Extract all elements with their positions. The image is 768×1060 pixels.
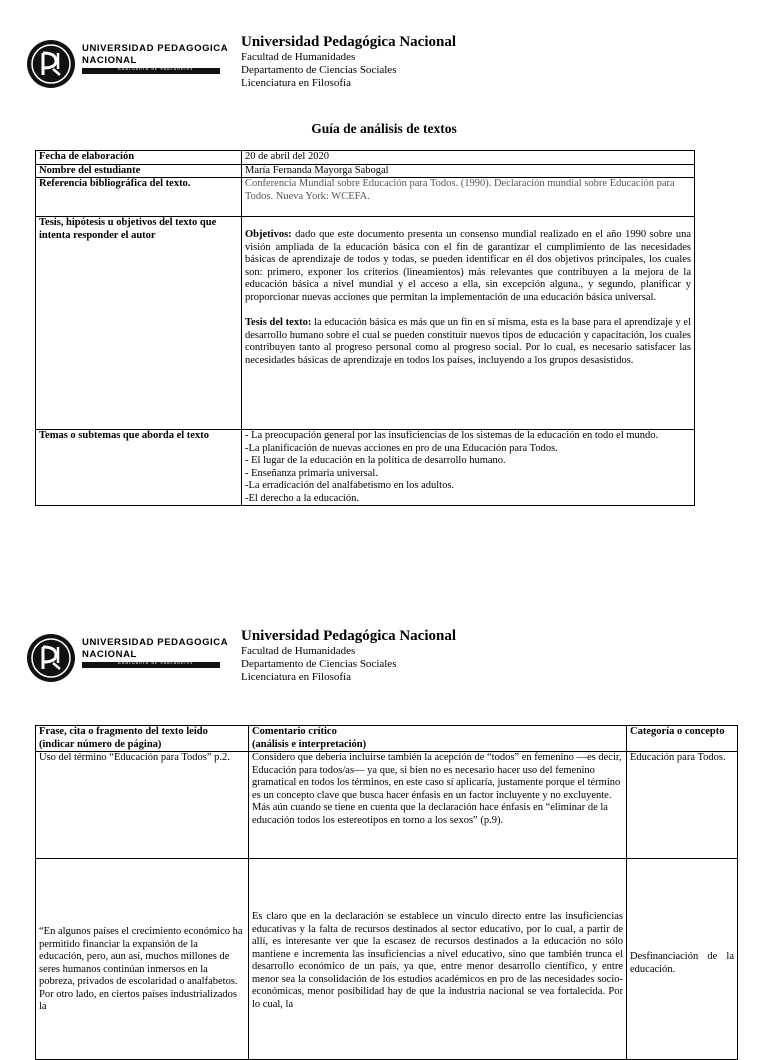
list-item: - El lugar de la educación en la política de desarrollo humano. (245, 455, 506, 466)
row2-category: Desfinanciación de la educación. (630, 951, 734, 975)
table-row (36, 178, 695, 217)
col-phrase-header-line2: (indicar número de página) (39, 738, 162, 750)
university-name: Universidad Pedagógica Nacional (241, 628, 457, 644)
list-item: - Enseñanza primaria universal. (245, 467, 378, 479)
list-item: -La planificación de nuevas acciones en pro de una Educación para Todos. (245, 442, 558, 454)
logo-text-line2: NACIONAL (82, 55, 137, 66)
row2-phrase-cell (36, 859, 249, 1060)
header-text (241, 627, 456, 684)
col-comment-header-line1: Comentario crítico (252, 726, 337, 737)
row2-comment: Es claro que en la declaración se establece un vínculo directo entre las insuficiencias educativas y la falta de recursos destinados al sector educativo, por lo cual, a partir de allí, es interesante ver que la escasez de recursos destinados a la educación no sólo mantiene e incrementa las insuficiencias a nivel educativo, sino que también trunca el desarrollo económico de un país, ya que, entre menor desarrollo científico, y entre menor sea la consolidación de los estudios académicos en pro de las necesidades socio-económicas, menor posibilidad hay de que la industria nacional se vea fortalecida. Por lo cual, la (252, 911, 623, 1010)
row2-phrase: “En algunos países el crecimiento económico ha permitido financiar la expansión de la educación, pero, aun así, muchos millones de seres humanos continúan inmersos en la pobreza, privados de escolaridad o analfabetos. Por otro lado, en ciertos países industrializados la (39, 926, 243, 1012)
tesis-heading: Tesis del texto: (245, 317, 312, 328)
logo-tagline: Educadora de educadores (118, 661, 194, 666)
logo-tagline-bar (82, 68, 220, 74)
tesis-text: la educación básica es más que un fin en sí misma, esta es la base para el aprendizaje y el desarrollo humano sobre el cual se pueden constituir nuevos tipos de educación y capacitación, los cuales contribuyen tanto al progreso personal como al progreso social. Por lo cual, es necesario satisfacer las necesidades básicas de aprendizaje en todos los países, incluyendo a los grupos desasistidos. (245, 317, 691, 366)
objetivos-heading: Objetivos: (245, 229, 292, 240)
col-comment-header-line2: (análisis e interpretación) (252, 738, 367, 750)
nombre-label: Nombre del estudiante (36, 164, 242, 178)
row2-comment-cell (249, 859, 627, 1060)
department: Departamento de Ciencias Sociales (241, 64, 397, 76)
header-text (241, 33, 456, 90)
logo-tagline-bar (82, 662, 220, 668)
list-item: - La preocupación general por las insuficiencias de los sistemas de la educación en todo el mundo. (245, 430, 659, 441)
university-name: Universidad Pedagógica Nacional (241, 34, 457, 50)
logo-text-line1: UNIVERSIDAD PEDAGOGICA (82, 43, 229, 54)
referencia-label: Referencia bibliográfica del texto. (36, 178, 242, 217)
faculty: Facultad de Humanidades (241, 51, 356, 63)
temas-label: Temas o subtemas que aborda el texto (36, 430, 242, 506)
fecha-label: Fecha de elaboración (36, 151, 242, 165)
tesis-label: Tesis, hipótesis u objetivos del texto que intenta responder el autor (36, 217, 242, 430)
logo-tagline: Educadora de educadores (118, 67, 194, 72)
list-item: -El derecho a la educación. (245, 492, 359, 504)
nombre-value: María Fernanda Mayorga Sabogal (242, 164, 695, 178)
list-item: -La erradicación del analfabetismo en los adultos. (245, 480, 455, 491)
objetivos-text: dado que este documento presenta un consenso mundial realizado en el año 1990 sobre una visión ampliada de la educación básica con el fin de garantizar el cumplimiento de las necesidades básicas de aprendizaje de todos y todas, se pueden identificar en él dos objetivos principales, los cuales son: primero, exponer los criterios (lineamientos) más relevantes que contribuyen a la mejora de la educación básica a nivel mundial y el acceso a ella, sin excepción alguna., y segundo, planificar y proporcionar nuevas acciones que permitan la implementación de una educación básica universal. (245, 229, 691, 303)
tesis-cell (242, 217, 695, 430)
table-row (36, 859, 738, 1060)
program: Licenciatura en Filosofía (241, 77, 351, 89)
analysis-table (35, 725, 738, 1060)
table-row (36, 217, 695, 430)
table-row (36, 430, 695, 506)
row2-category-cell (627, 859, 738, 1060)
fecha-value: 20 de abril del 2020 (242, 151, 695, 165)
referencia-value: Conferencia Mundial sobre Educación para Todos. (1990). Declaración mundial sobre Educación para Todos. Nueva York: WCEFA. (242, 178, 695, 217)
department: Departamento de Ciencias Sociales (241, 658, 397, 670)
row1-comment: Considero que debería incluirse también la acepción de “todos” en femenino —es decir, Educación para todos/as— ya que, si bien no es necesario hacer uso del femenino gramatical en todos los términos, en este caso sí aplicaría, justamente porque el término es un concepto clave que busca hacer énfasis en un factor incluyente y no excluyente. Más aún cuando se tiene en cuenta que la declaración hace énfasis en “eliminar de la educación todos los estereotipos en torno a los sexos” (p.9). (249, 752, 627, 859)
col-phrase-header (36, 726, 249, 752)
row1-phrase: Uso del término “Educación para Todos” p.2. (36, 752, 249, 859)
temas-cell (242, 430, 695, 506)
col-category-header: Categoría o concepto (627, 726, 738, 752)
col-phrase-header-line1: Frase, cita o fragmento del texto leído (39, 726, 208, 737)
table-row (36, 151, 695, 165)
row1-category: Educación para Todos. (627, 752, 738, 859)
program: Licenciatura en Filosofía (241, 671, 351, 683)
university-logo (26, 627, 229, 687)
header-2 (26, 627, 746, 697)
faculty: Facultad de Humanidades (241, 645, 356, 657)
info-table (35, 150, 695, 506)
logo-text-line2: NACIONAL (82, 649, 137, 660)
logo-text-line1: UNIVERSIDAD PEDAGOGICA (82, 637, 229, 648)
table-row (36, 164, 695, 178)
col-comment-header (249, 726, 627, 752)
university-logo (26, 33, 229, 93)
document-title: Guía de análisis de textos (311, 121, 457, 136)
tesis-paragraph (245, 317, 691, 367)
objetivos-paragraph (245, 229, 691, 304)
table-row (36, 752, 738, 859)
university-seal-icon (26, 39, 76, 89)
university-seal-icon (26, 633, 76, 683)
table-header-row (36, 726, 738, 752)
header-1 (26, 33, 746, 103)
